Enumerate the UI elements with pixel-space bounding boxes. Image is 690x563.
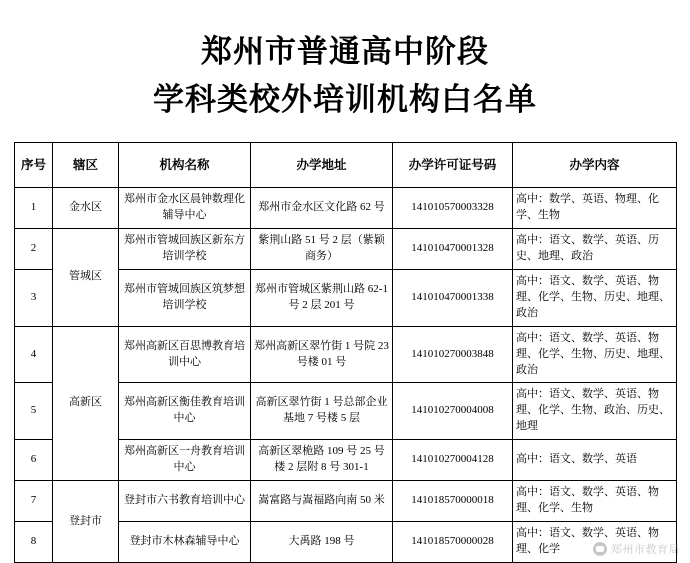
cell-name: 登封市六书教育培训中心 — [119, 481, 251, 522]
column-header-content: 办学内容 — [513, 143, 677, 188]
cell-address: 郑州高新区翠竹街 1 号院 23 号楼 01 号 — [251, 326, 393, 383]
table-header — [15, 143, 677, 188]
cell-name: 郑州市金水区晨钟数理化辅导中心 — [119, 188, 251, 229]
table-header-row — [15, 143, 677, 188]
whitelist-table — [14, 142, 677, 563]
cell-content: 高中：语文、数学、英语、物理、化学、生物 — [513, 481, 677, 522]
cell-address: 郑州市管城区紫荆山路 62-1 号 2 层 201 号 — [251, 269, 393, 326]
cell-address: 大禹路 198 号 — [251, 522, 393, 563]
cell-content: 高中：语文、数学、英语、历史、地理、政治 — [513, 228, 677, 269]
cell-index: 1 — [15, 188, 53, 229]
table-row — [15, 188, 677, 229]
cell-name: 登封市木林森辅导中心 — [119, 522, 251, 563]
document-title — [0, 0, 690, 124]
cell-district: 高新区 — [53, 326, 119, 481]
column-header-district: 辖区 — [53, 143, 119, 188]
weibo-logo-icon — [593, 542, 607, 556]
cell-name: 郑州市管城回族区筑梦想培训学校 — [119, 269, 251, 326]
cell-address: 高新区翠竹街 1 号总部企业基地 7 号楼 5 层 — [251, 383, 393, 440]
cell-index: 8 — [15, 522, 53, 563]
cell-index: 5 — [15, 383, 53, 440]
column-header-license: 办学许可证号码 — [393, 143, 513, 188]
cell-index: 7 — [15, 481, 53, 522]
title-line-1: 郑州市普通高中阶段 — [201, 34, 489, 69]
cell-license: 141010270003848 — [393, 326, 513, 383]
cell-district: 管城区 — [53, 228, 119, 326]
cell-name: 郑州高新区一舟教育培训中心 — [119, 440, 251, 481]
cell-license: 141010570003328 — [393, 188, 513, 229]
title-line-2: 学科类校外培训机构白名单 — [153, 82, 537, 118]
table-row — [15, 326, 677, 383]
cell-index: 2 — [15, 228, 53, 269]
cell-license: 141018570000028 — [393, 522, 513, 563]
cell-name: 郑州高新区百思博教育培训中心 — [119, 326, 251, 383]
cell-content: 高中：语文、数学、英语、物理、化学、生物、历史、地理、政治 — [513, 269, 677, 326]
cell-address: 郑州市金水区文化路 62 号 — [251, 188, 393, 229]
whitelist-table-wrapper — [14, 142, 676, 563]
watermark — [593, 541, 680, 557]
cell-content: 高中：语文、数学、英语、物理、化学、生物、历史、地理、政治 — [513, 326, 677, 383]
cell-content: 高中：语文、数学、英语 — [513, 440, 677, 481]
cell-index: 3 — [15, 269, 53, 326]
column-header-index: 序号 — [15, 143, 53, 188]
cell-district: 登封市 — [53, 481, 119, 563]
cell-district: 金水区 — [53, 188, 119, 229]
cell-license: 141010270004008 — [393, 383, 513, 440]
cell-index: 4 — [15, 326, 53, 383]
watermark-label: 郑州市教育局 — [611, 544, 680, 556]
column-header-name: 机构名称 — [119, 143, 251, 188]
cell-content: 高中：数学、英语、物理、化学、生物 — [513, 188, 677, 229]
cell-address: 紫荆山路 51 号 2 层（紫颖商务） — [251, 228, 393, 269]
cell-address: 高新区翠桅路 109 号 25 号楼 2 层附 8 号 301-1 — [251, 440, 393, 481]
table-row — [15, 228, 677, 269]
cell-license: 141018570000018 — [393, 481, 513, 522]
cell-name: 郑州市管城回族区新东方培训学校 — [119, 228, 251, 269]
cell-license: 141010470001338 — [393, 269, 513, 326]
table-row — [15, 481, 677, 522]
column-header-address: 办学地址 — [251, 143, 393, 188]
cell-content: 高中：语文、数学、英语、物理、化学 — [513, 522, 677, 563]
cell-license: 141010270004128 — [393, 440, 513, 481]
cell-license: 141010470001328 — [393, 228, 513, 269]
cell-index: 6 — [15, 440, 53, 481]
cell-address: 嵩富路与嵩福路向南 50 米 — [251, 481, 393, 522]
table-body — [15, 188, 677, 563]
cell-content: 高中：语文、数学、英语、物理、化学、生物、政治、历史、地理 — [513, 383, 677, 440]
cell-name: 郑州高新区衡佳教育培训中心 — [119, 383, 251, 440]
